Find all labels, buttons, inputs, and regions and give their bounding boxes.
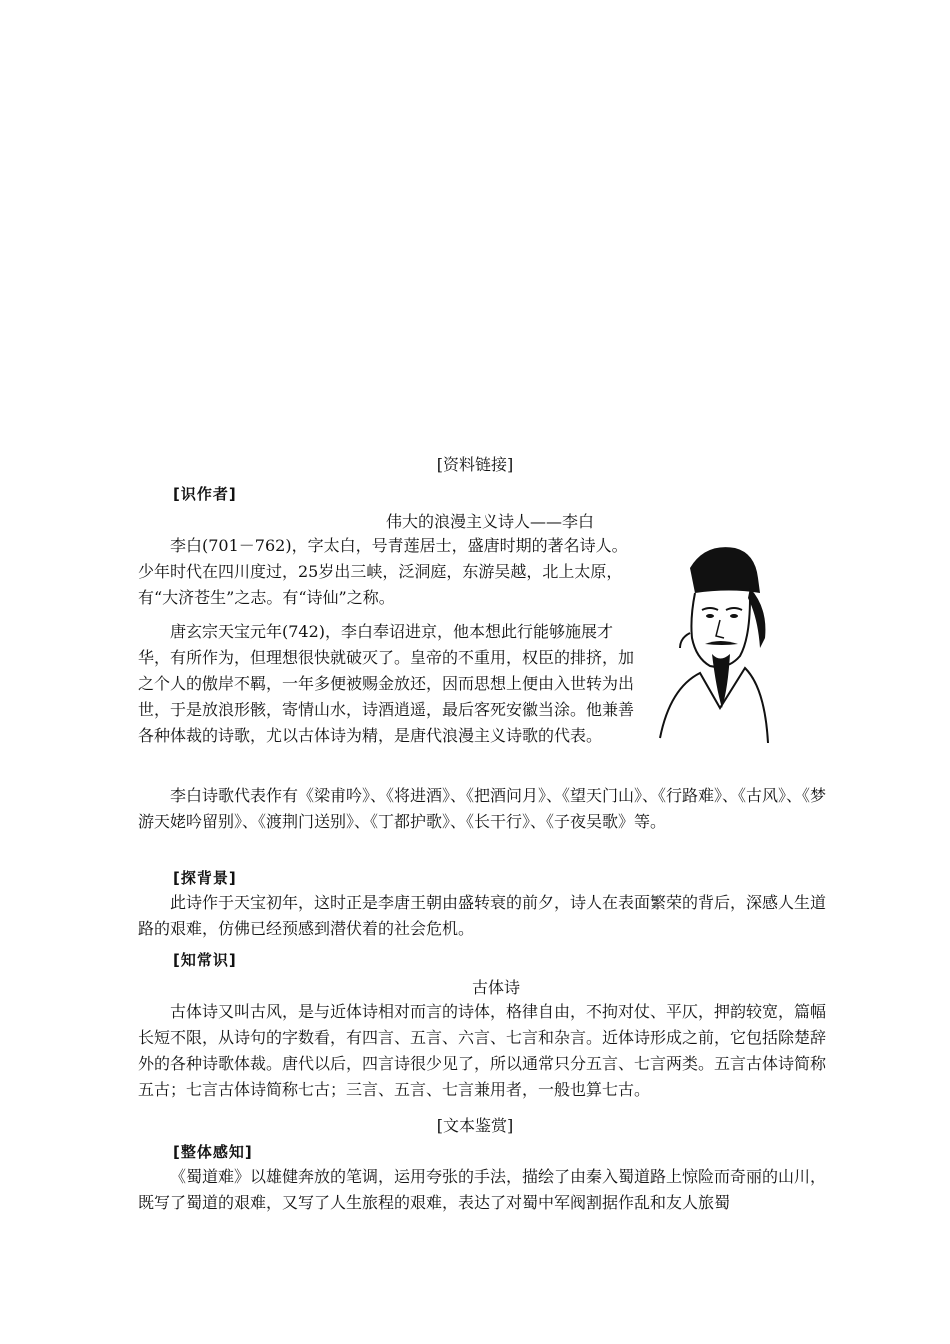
knowledge-paragraph: 古体诗又叫古风，是与近体诗相对而言的诗体，格律自由，不拘对仗、平仄，押韵较宽，篇幅长短不限，从诗句的字数看，有四言、五言、六言、七言和杂言。近体诗形成之前，它包括除楚辞外的各种诗歌体裁。唐代以后，四言诗很少见了，所以通常只分五言、七言两类。五言古体诗简称五古；七言古体诗简称七古；三言、五言、七言兼用者，一般也算七古。: [138, 1002, 827, 1099]
tag-knowledge: [知常识]: [173, 951, 237, 969]
author-paragraph-3: 李白诗歌代表作有《梁甫吟》、《将进酒》、《把酒问月》、《望天门山》、《行路难》、《古风》、《梦游天姥吟留别》、《渡荆门送别》、《丁都护歌》、《长干行》、《子夜吴歌》等。: [138, 786, 827, 831]
tag-overall: [整体感知]: [173, 1143, 253, 1161]
section-link-appreciation: [文本鉴赏]: [436, 1116, 514, 1135]
author-subtitle: 伟大的浪漫主义诗人——李白: [386, 512, 595, 531]
author-paragraph-1: 李白(701－762)，字太白，号青莲居士，盛唐时期的著名诗人。少年时代在四川度过，25岁出三峡，泛洞庭，东游吴越，北上太原，有“大济苍生”之志。有“诗仙”之称。: [138, 536, 628, 607]
background-paragraph: 此诗作于天宝初年，这时正是李唐王朝由盛转衰的前夕，诗人在表面繁荣的背后，深感人生道路的艰难，仿佛已经预感到潜伏着的社会危机。: [138, 893, 827, 938]
section-link-resources: [资料链接]: [436, 455, 514, 474]
appreciation-paragraph: 《蜀道难》以雄健奔放的笔调，运用夸张的手法，描绘了由秦入蜀道路上惊险而奇丽的山川，既写了蜀道的艰难，又写了人生旅程的艰难，表达了对蜀中军阀割据作乱和友人旅蜀: [138, 1167, 827, 1212]
tag-background: [探背景]: [173, 869, 237, 887]
li-bai-portrait: [650, 538, 770, 748]
knowledge-subtitle: 古体诗: [472, 978, 521, 997]
tag-author: [识作者]: [173, 485, 237, 503]
author-paragraph-2: 唐玄宗天宝元年(742)，李白奉诏进京，他本想此行能够施展才华，有所作为，但理想很快就破灭了。皇帝的不重用，权臣的排挤，加之个人的傲岸不羁，一年多便被赐金放还，因而思想上便由入世转为出世，于是放浪形骸，寄情山水，诗酒逍遥，最后客死安徽当涂。他兼善各种体裁的诗歌，尤以古体诗为精，是唐代浪漫主义诗歌的代表。: [138, 622, 635, 745]
